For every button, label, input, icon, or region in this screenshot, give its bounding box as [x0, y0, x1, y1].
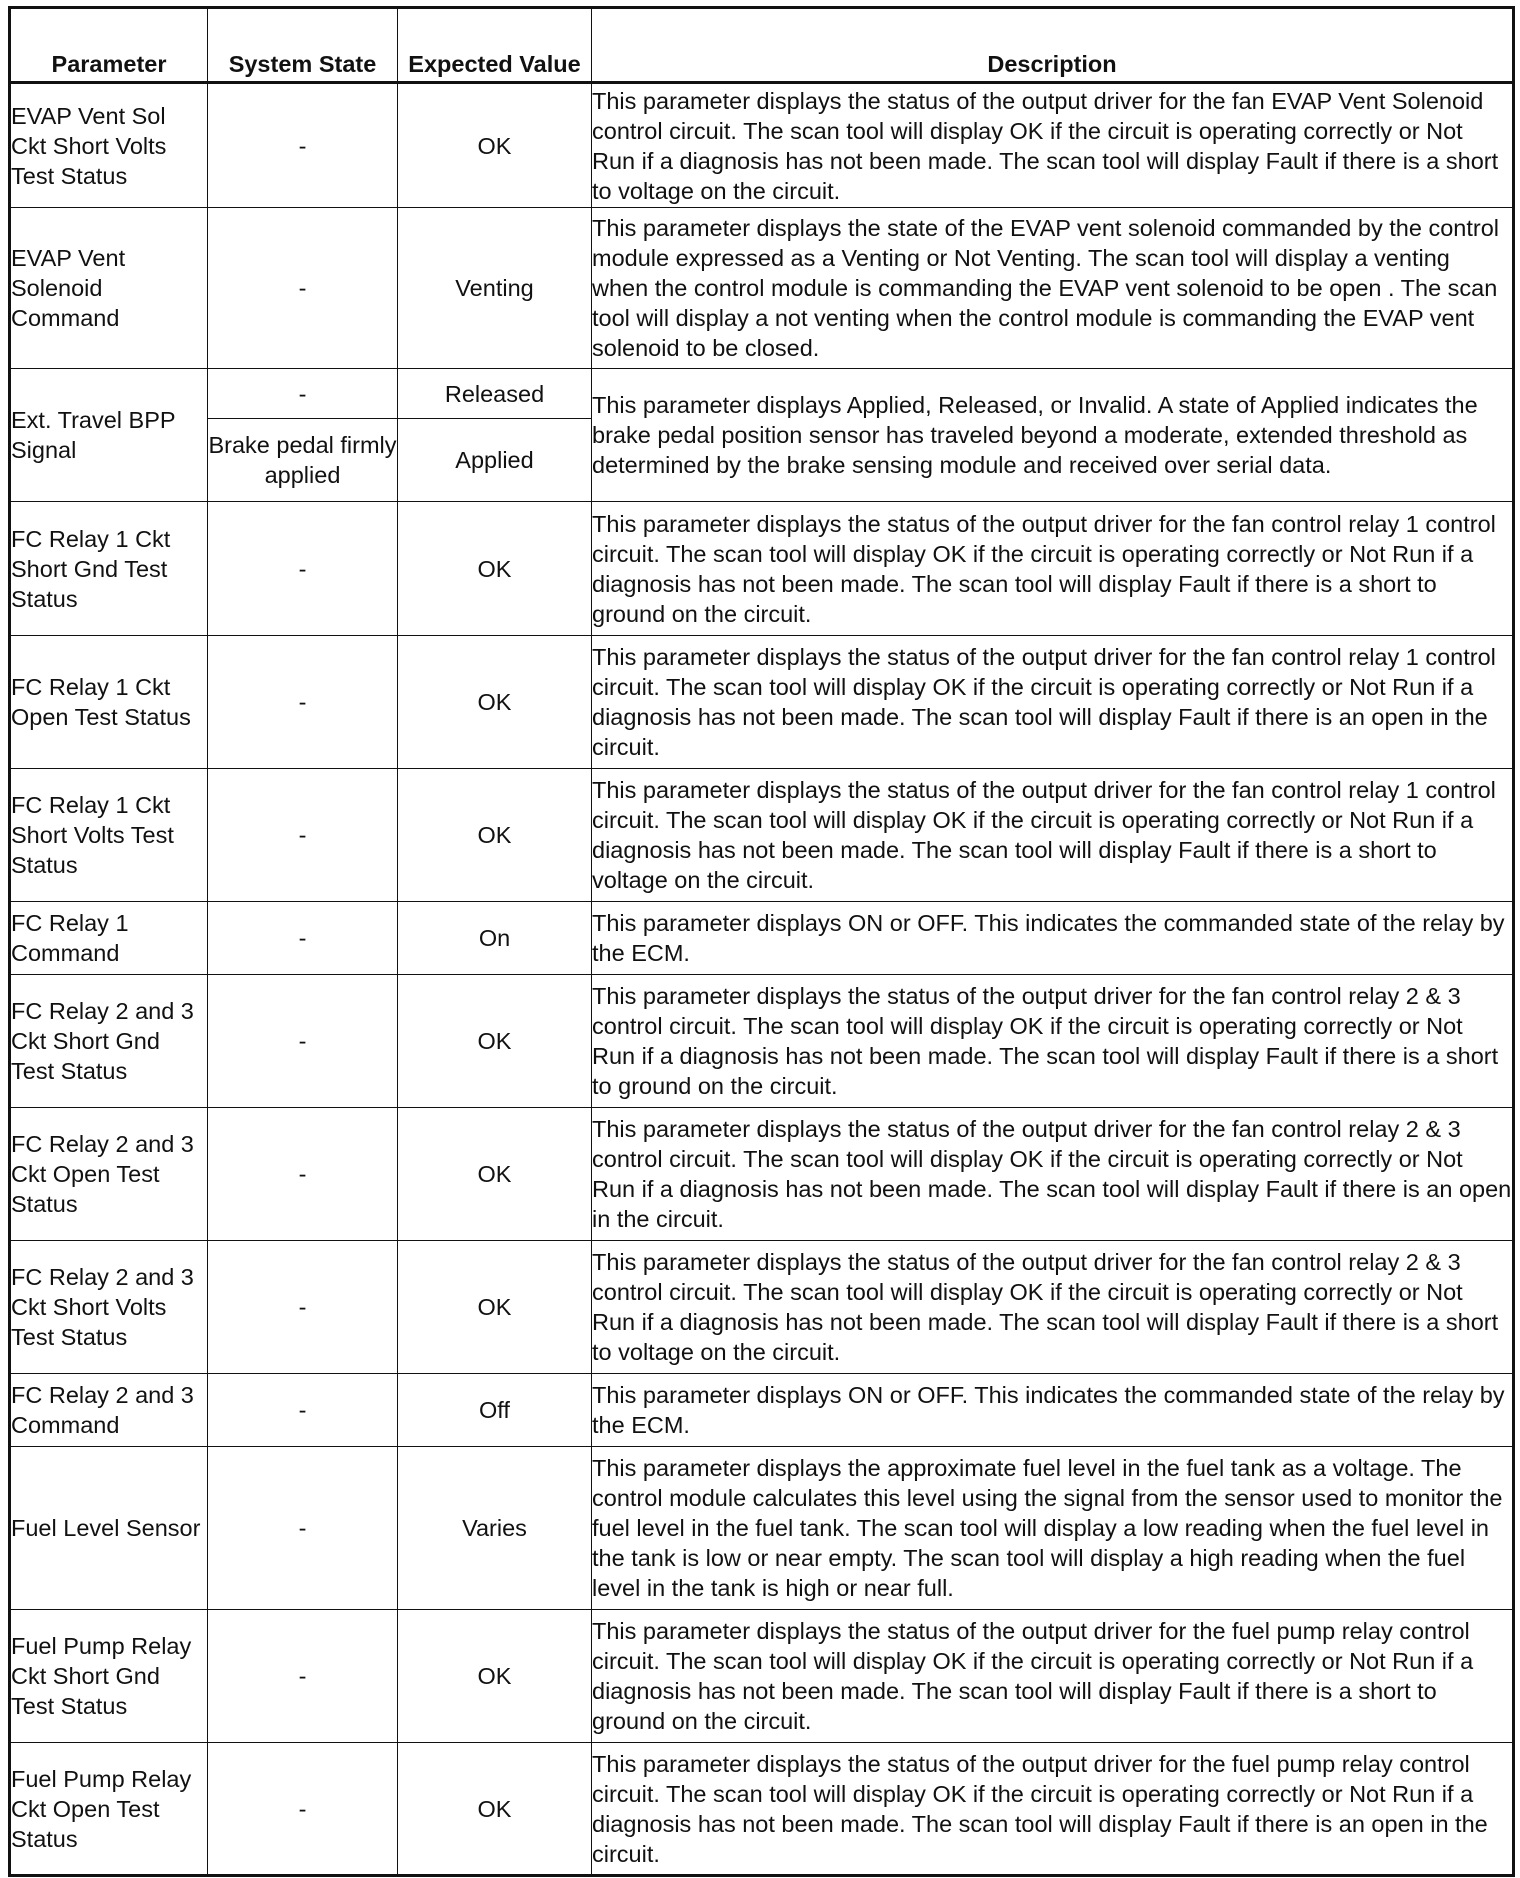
table-row: [10, 902, 1514, 975]
parameter-cell: FC Relay 2 and 3 Ckt Short Gnd Test Status: [10, 975, 208, 1108]
system-state-cell: -: [208, 1447, 398, 1610]
system-state-cell: -: [208, 83, 398, 208]
expected-value-cell: Varies: [398, 1447, 592, 1610]
description-cell: This parameter displays the status of the output driver for the fan control relay 1 control circuit. The scan tool will display OK if the circuit is operating correctly or Not Run if a diagnosis has not been made. The scan tool will display Fault if there is an open in the circuit.: [592, 636, 1514, 769]
expected-value-cell: OK: [398, 636, 592, 769]
expected-value-cell: OK: [398, 769, 592, 902]
description-cell: This parameter displays the status of the output driver for the fan control relay 1 control circuit. The scan tool will display OK if the circuit is operating correctly or Not Run if a diagnosis has not been made. The scan tool will display Fault if there is a short to ground on the circuit.: [592, 502, 1514, 636]
system-state-cell: -: [208, 1241, 398, 1374]
description-cell: This parameter displays the status of the output driver for the fan control relay 2 & 3 control circuit. The scan tool will display OK if the circuit is operating correctly or Not Run if a diagnosis has not been made. The scan tool will display Fault if there is a short to voltage on the circuit.: [592, 1241, 1514, 1374]
table-row: [10, 769, 1514, 902]
description-cell: This parameter displays the state of the EVAP vent solenoid commanded by the control module expressed as a Venting or Not Venting. The scan tool will display a venting when the control module is commanding the EVAP vent solenoid to be open . The scan tool will display a not venting when the control module is commanding the EVAP vent solenoid to be closed.: [592, 208, 1514, 369]
expected-value-cell: On: [398, 902, 592, 975]
table-row: [10, 369, 1514, 419]
system-state-cell: -: [208, 1610, 398, 1743]
expected-value-cell: Venting: [398, 208, 592, 369]
table-row: [10, 1241, 1514, 1374]
parameter-cell: FC Relay 1 Command: [10, 902, 208, 975]
table-row: [10, 1610, 1514, 1743]
expected-value-cell: OK: [398, 502, 592, 636]
system-state-cell: -: [208, 1108, 398, 1241]
parameter-cell: Fuel Level Sensor: [10, 1447, 208, 1610]
parameter-cell: FC Relay 2 and 3 Ckt Open Test Status: [10, 1108, 208, 1241]
parameter-cell: Fuel Pump Relay Ckt Short Gnd Test Status: [10, 1610, 208, 1743]
parameter-cell: FC Relay 2 and 3 Command: [10, 1374, 208, 1447]
system-state-cell: -: [208, 902, 398, 975]
expected-value-cell: OK: [398, 1743, 592, 1876]
description-cell: This parameter displays ON or OFF. This indicates the commanded state of the relay by the ECM.: [592, 902, 1514, 975]
system-state-cell: -: [208, 208, 398, 369]
parameter-cell: Ext. Travel BPP Signal: [10, 369, 208, 502]
expected-value-cell: OK: [398, 1610, 592, 1743]
table-row: [10, 208, 1514, 369]
system-state-cell: -: [208, 502, 398, 636]
parameter-cell: FC Relay 1 Ckt Short Gnd Test Status: [10, 502, 208, 636]
table-row: [10, 1108, 1514, 1241]
table-row: [10, 1743, 1514, 1876]
parameter-cell: EVAP Vent Sol Ckt Short Volts Test Status: [10, 83, 208, 208]
parameter-cell: FC Relay 2 and 3 Ckt Short Volts Test Status: [10, 1241, 208, 1374]
header-parameter: Parameter: [10, 8, 208, 83]
expected-value-cell: Off: [398, 1374, 592, 1447]
description-cell: This parameter displays the status of the output driver for the fuel pump relay control circuit. The scan tool will display OK if the circuit is operating correctly or Not Run if a diagnosis has not been made. The scan tool will display Fault if there is a short to ground on the circuit.: [592, 1610, 1514, 1743]
expected-value-cell: Applied: [398, 419, 592, 502]
system-state-cell: -: [208, 369, 398, 419]
header-system-state: System State: [208, 8, 398, 83]
description-cell: This parameter displays ON or OFF. This indicates the commanded state of the relay by the ECM.: [592, 1374, 1514, 1447]
system-state-cell: -: [208, 975, 398, 1108]
expected-value-cell: OK: [398, 1241, 592, 1374]
system-state-cell: -: [208, 769, 398, 902]
expected-value-cell: OK: [398, 975, 592, 1108]
description-cell: This parameter displays the status of the output driver for the fan control relay 1 control circuit. The scan tool will display OK if the circuit is operating correctly or Not Run if a diagnosis has not been made. The scan tool will display Fault if there is a short to voltage on the circuit.: [592, 769, 1514, 902]
description-cell: This parameter displays the status of the output driver for the fuel pump relay control circuit. The scan tool will display OK if the circuit is operating correctly or Not Run if a diagnosis has not been made. The scan tool will display Fault if there is an open in the circuit.: [592, 1743, 1514, 1876]
table-row: [10, 975, 1514, 1108]
parameter-cell: FC Relay 1 Ckt Open Test Status: [10, 636, 208, 769]
parameter-table: [8, 6, 1515, 1877]
expected-value-cell: OK: [398, 83, 592, 208]
description-cell: This parameter displays the status of the output driver for the fan control relay 2 & 3 control circuit. The scan tool will display OK if the circuit is operating correctly or Not Run if a diagnosis has not been made. The scan tool will display Fault if there is an open in the circuit.: [592, 1108, 1514, 1241]
table-row: [10, 636, 1514, 769]
parameter-cell: FC Relay 1 Ckt Short Volts Test Status: [10, 769, 208, 902]
system-state-cell: -: [208, 1374, 398, 1447]
header-row: [10, 8, 1514, 83]
system-state-cell: -: [208, 1743, 398, 1876]
table-row: [10, 502, 1514, 636]
table-row: [10, 1374, 1514, 1447]
description-cell: This parameter displays the approximate fuel level in the fuel tank as a voltage. The control module calculates this level using the signal from the sensor used to monitor the fuel level in the fuel tank. The scan tool will display a low reading when the fuel level in the tank is low or near empty. The scan tool will display a high reading when the fuel level in the tank is high or near full.: [592, 1447, 1514, 1610]
description-cell: This parameter displays Applied, Released, or Invalid. A state of Applied indicates the brake pedal position sensor has traveled beyond a moderate, extended threshold as determined by the brake sensing module and received over serial data.: [592, 369, 1514, 502]
parameter-cell: EVAP Vent Solenoid Command: [10, 208, 208, 369]
header-description: Description: [592, 8, 1514, 83]
parameter-cell: Fuel Pump Relay Ckt Open Test Status: [10, 1743, 208, 1876]
description-cell: This parameter displays the status of the output driver for the fan EVAP Vent Solenoid control circuit. The scan tool will display OK if the circuit is operating correctly or Not Run if a diagnosis has not been made. The scan tool will display Fault if there is a short to voltage on the circuit.: [592, 83, 1514, 208]
system-state-cell: Brake pedal firmly applied: [208, 419, 398, 502]
system-state-cell: -: [208, 636, 398, 769]
table-row: [10, 1447, 1514, 1610]
header-expected-value: Expected Value: [398, 8, 592, 83]
expected-value-cell: Released: [398, 369, 592, 419]
table-row: [10, 83, 1514, 208]
expected-value-cell: OK: [398, 1108, 592, 1241]
description-cell: This parameter displays the status of the output driver for the fan control relay 2 & 3 control circuit. The scan tool will display OK if the circuit is operating correctly or Not Run if a diagnosis has not been made. The scan tool will display Fault if there is a short to ground on the circuit.: [592, 975, 1514, 1108]
